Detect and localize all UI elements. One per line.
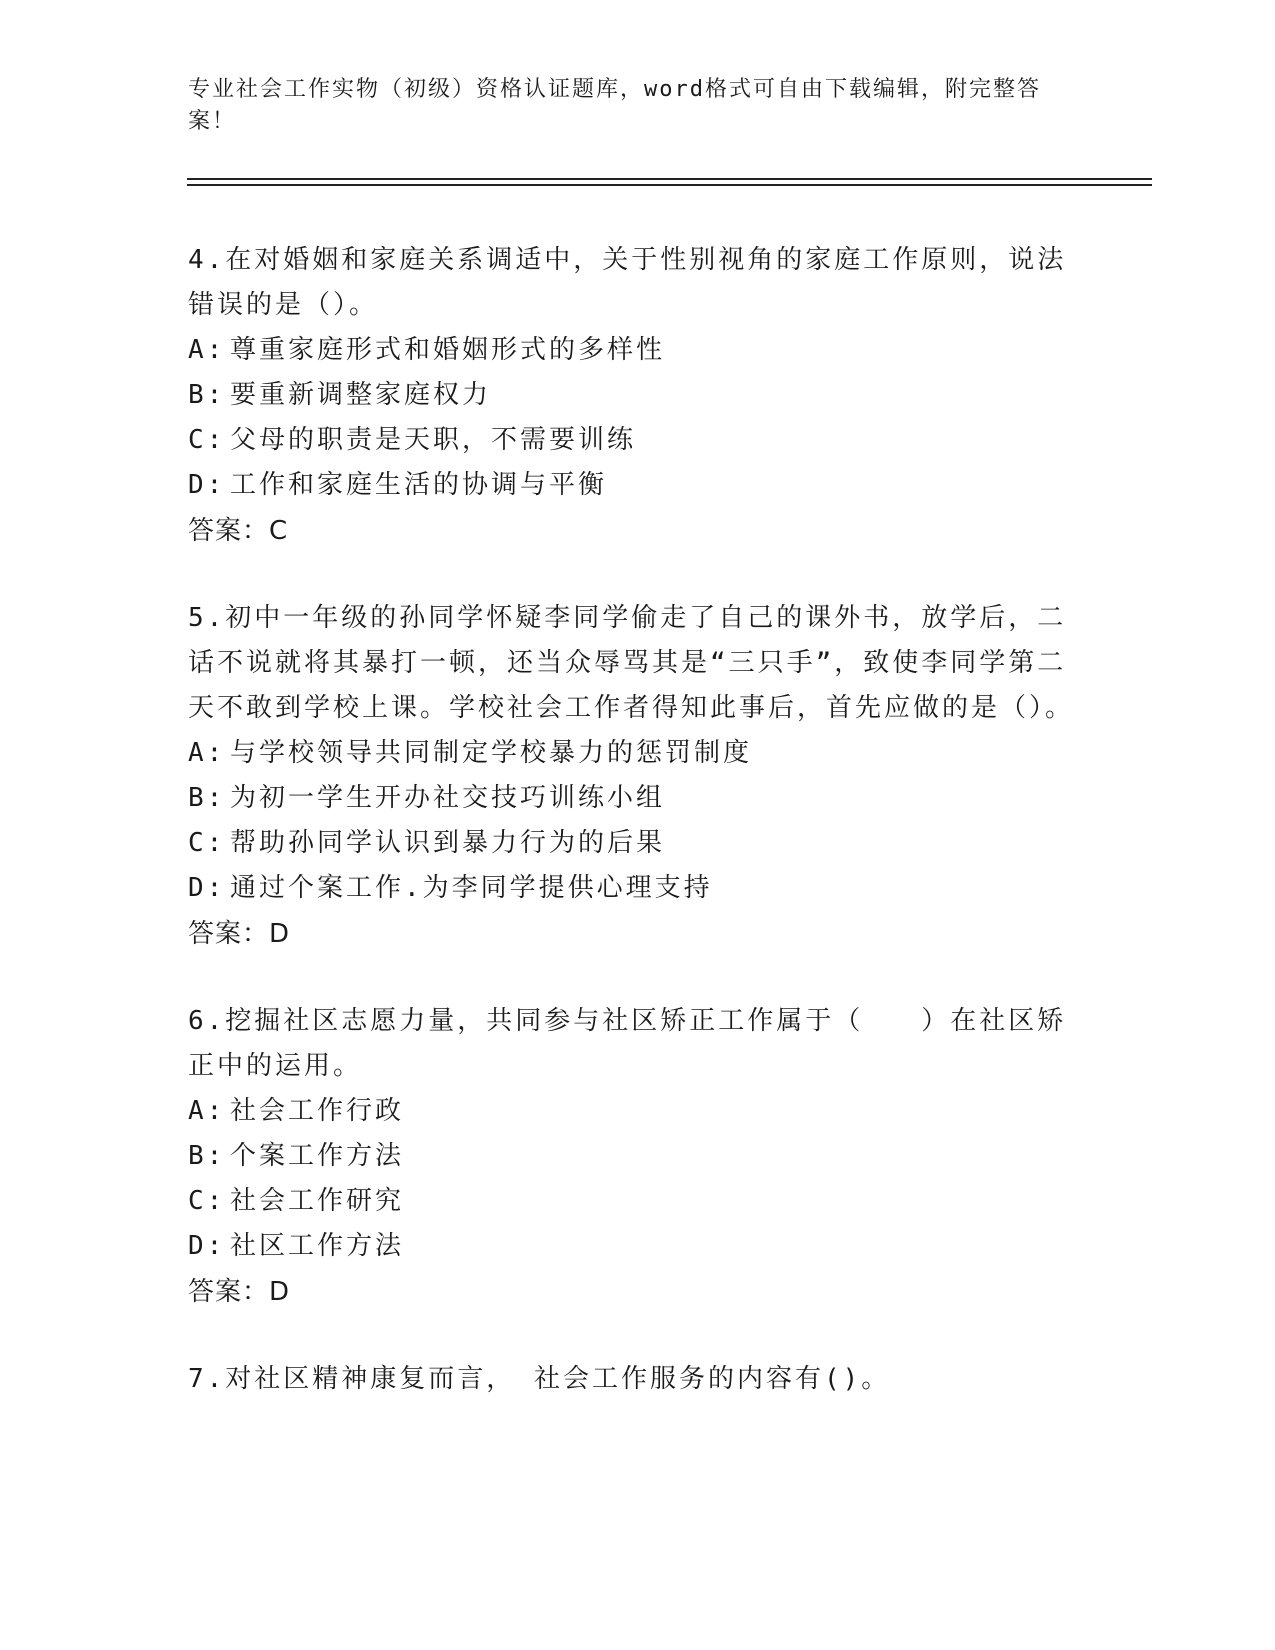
option-text: 社会工作行政	[230, 1096, 405, 1126]
option-key: D:	[188, 873, 226, 903]
option-text: 与学校领导共同制定学校暴力的惩罚制度	[230, 738, 753, 768]
option-b	[188, 373, 1088, 418]
option-key: B:	[188, 380, 226, 410]
header-divider-bottom	[187, 184, 1152, 186]
option-b	[188, 776, 1088, 821]
question-list	[188, 238, 1088, 1444]
option-key: A:	[188, 335, 226, 365]
option-c	[188, 418, 1088, 463]
option-key: B:	[188, 1141, 226, 1171]
question-5	[188, 596, 1088, 957]
option-key: D:	[188, 470, 226, 500]
option-text: 社会工作研究	[230, 1186, 405, 1216]
option-key: A:	[188, 738, 226, 768]
option-text: 社区工作方法	[230, 1231, 405, 1261]
option-key: B:	[188, 783, 226, 813]
option-text: 要重新调整家庭权力	[230, 380, 492, 410]
option-b	[188, 1134, 1088, 1179]
option-d	[188, 1224, 1088, 1269]
question-4	[188, 238, 1088, 554]
question-stem: 5.初中一年级的孙同学怀疑李同学偷走了自己的课外书，放学后，二话不说就将其暴打一顿，还当众辱骂其是“三只手”，致使李同学第二天不敢到学校上课。学校社会工作者得知此事后，首先应做的是（）。	[188, 603, 1075, 723]
option-a	[188, 328, 1088, 373]
option-a	[188, 731, 1088, 776]
option-d	[188, 866, 1088, 911]
header-divider-top	[187, 178, 1152, 180]
question-7	[188, 1357, 1088, 1402]
option-key: A:	[188, 1096, 226, 1126]
option-key: D:	[188, 1231, 226, 1261]
answer-line: 答案：D	[188, 1277, 291, 1307]
option-text: 工作和家庭生活的协调与平衡	[230, 470, 608, 500]
option-text: 通过个案工作.为李同学提供心理支持	[230, 873, 713, 903]
header-note: 专业社会工作实物（初级）资格认证题库，word格式可自由下载编辑，附完整答案！	[188, 77, 1041, 134]
question-stem: 4.在对婚姻和家庭关系调适中，关于性别视角的家庭工作原则，说法错误的是（）。	[188, 245, 1067, 320]
option-a	[188, 1089, 1088, 1134]
option-c	[188, 1179, 1088, 1224]
option-key: C:	[188, 828, 226, 858]
answer-line: 答案：C	[188, 516, 289, 546]
answer-line: 答案：D	[188, 919, 291, 949]
option-text: 个案工作方法	[230, 1141, 405, 1171]
option-text: 尊重家庭形式和婚姻形式的多样性	[230, 335, 666, 365]
option-text: 帮助孙同学认识到暴力行为的后果	[230, 828, 666, 858]
option-text: 父母的职责是天职，不需要训练	[230, 425, 637, 455]
question-6	[188, 999, 1088, 1315]
option-c	[188, 821, 1088, 866]
question-stem: 7.对社区精神康复而言， 社会工作服务的内容有()。	[188, 1364, 891, 1394]
option-key: C:	[188, 1186, 226, 1216]
question-stem: 6.挖掘社区志愿力量，共同参与社区矫正工作属于（ ）在社区矫正中的运用。	[188, 1006, 1067, 1081]
option-text: 为初一学生开办社交技巧训练小组	[230, 783, 666, 813]
option-d	[188, 463, 1088, 508]
option-key: C:	[188, 425, 226, 455]
